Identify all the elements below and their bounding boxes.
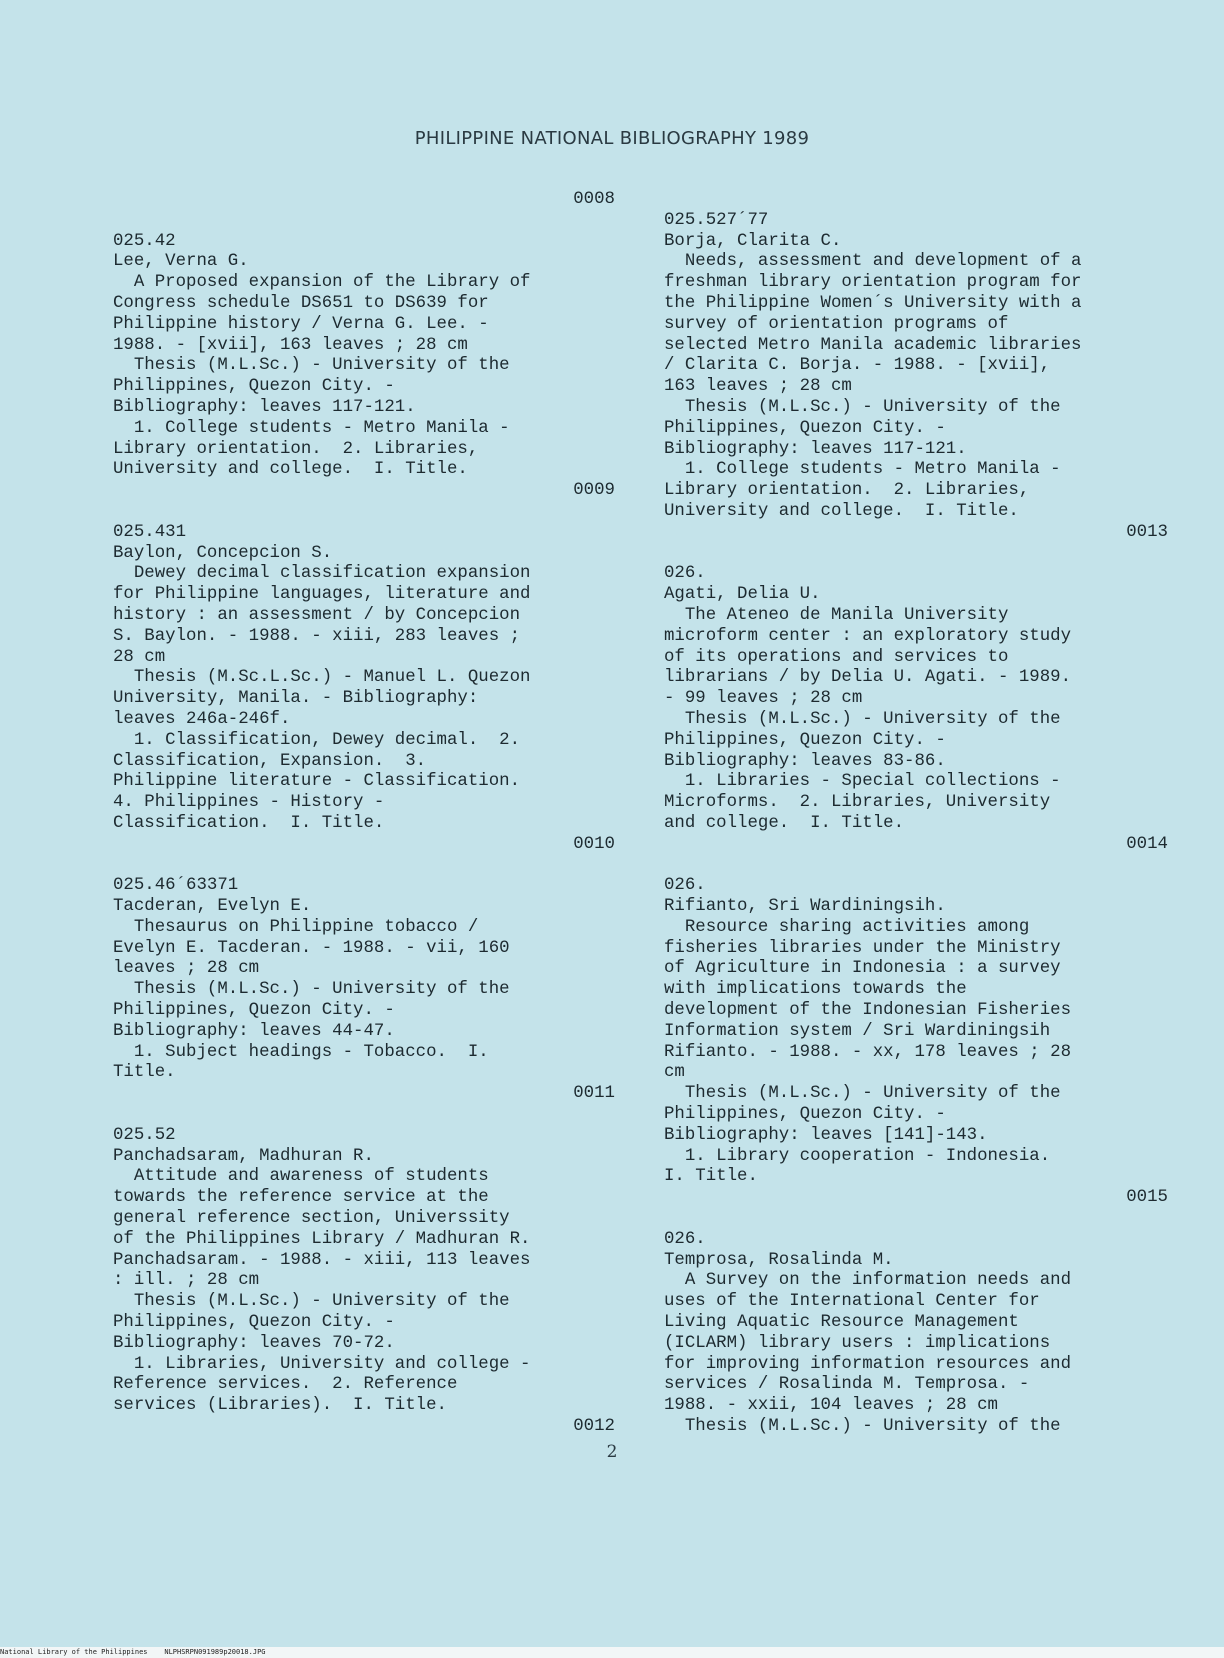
entry-line: with implications towards the <box>664 980 967 1000</box>
entry-line: 1. Library cooperation - Indonesia. <box>664 1146 1051 1166</box>
entry-line: Bibliography: leaves 83-86. <box>664 751 946 771</box>
entry-line: Thesaurus on Philippine tobacco / <box>113 917 479 937</box>
entry-gap <box>664 1209 1168 1230</box>
entry-line: Resource sharing activities among <box>664 917 1030 937</box>
entry-line: University, Manila. - Bibliography: <box>113 689 479 709</box>
call-number: 025.42 <box>113 231 176 251</box>
entry-line: for improving information resources and <box>664 1354 1072 1374</box>
entry-line: librarians / by Delia U. Agati. - 1989. <box>664 668 1072 688</box>
entry-line: general reference section, Universsity <box>113 1209 510 1229</box>
entry-line: I. Title. <box>664 1167 758 1187</box>
entry-line: 1. Subject headings - Tobacco. I. <box>113 1042 489 1062</box>
entry-line: Thesis (M.L.Sc.) - University of the <box>113 1292 510 1312</box>
left-column <box>113 190 615 1438</box>
bibliographic-entry <box>664 1230 1168 1438</box>
entry-line: for Philippine languages, literature and <box>113 585 531 605</box>
entry-line: Reference services. 2. Reference <box>113 1375 458 1395</box>
entry-line: Bibliography: leaves 70-72. <box>113 1333 395 1353</box>
entry-line: Panchadsaram. - 1988. - xiii, 113 leaves <box>113 1250 531 1270</box>
entry-line: / Clarita C. Borja. - 1988. - [xvii], <box>664 356 1051 376</box>
entry-line: of its operations and services to <box>664 647 1009 667</box>
entry-line: Classification. I. Title. <box>113 813 385 833</box>
entry-line: Philippines, Quezon City. - <box>664 1105 946 1125</box>
entry-line: 1988. - [xvii], 163 leaves ; 28 cm <box>113 335 468 355</box>
entry-gap <box>113 1105 615 1126</box>
entry-line: Philippines, Quezon City. - <box>113 377 395 397</box>
entry-line: development of the Indonesian Fisheries <box>664 1001 1072 1021</box>
entry-line: Evelyn E. Tacderan. - 1988. - vii, 160 <box>113 938 510 958</box>
call-number: 025.431 <box>113 522 187 542</box>
entry-line: and college. I. Title. <box>664 813 905 833</box>
bibliographic-entry <box>113 876 615 1084</box>
entry-line: Library orientation. 2. Libraries, <box>113 439 479 459</box>
entry-line: 1. Libraries - Special collections - <box>664 772 1061 792</box>
entry-line: Thesis (M.L.Sc.) - University of the <box>664 1417 1061 1437</box>
call-number: 026. <box>664 876 706 896</box>
entry-line: Bibliography: leaves 44-47. <box>113 1021 395 1041</box>
entry-line: The Ateneo de Manila University <box>664 605 1009 625</box>
bibliographic-entry <box>113 523 615 835</box>
entry-line: selected Metro Manila academic libraries <box>664 335 1082 355</box>
entry-line: 1. College students - Metro Manila - <box>113 418 510 438</box>
entry-line: Thesis (M.L.Sc.) - University of the <box>664 709 1061 729</box>
entry-line: 1. Classification, Dewey decimal. 2. <box>113 730 521 750</box>
entry-number: 0011 <box>573 1084 615 1104</box>
entry-line: of the Philippines Library / Madhuran R. <box>113 1229 531 1249</box>
call-number: 025.46´63371 <box>113 876 239 896</box>
entry-line: Classification, Expansion. 3. <box>113 751 427 771</box>
entry-line: Bibliography: leaves 117-121. <box>113 397 416 417</box>
entry-gap <box>113 502 615 523</box>
scan-footer: National Library of the Philippines NLPHSRPN091989p20018.JPG <box>0 1647 1224 1658</box>
entry-gap <box>113 211 615 232</box>
entry-line: Thesis (M.Sc.L.Sc.) - Manuel L. Quezon <box>113 668 531 688</box>
bibliographic-entry <box>664 211 1168 523</box>
entry-line: 1. College students - Metro Manila - <box>664 460 1061 480</box>
entry-number: 0014 <box>1126 834 1168 854</box>
entry-line: Philippine history / Verna G. Lee. - <box>113 314 489 334</box>
entry-line: Thesis (M.L.Sc.) - University of the <box>664 1084 1061 1104</box>
call-number: 026. <box>664 564 706 584</box>
entry-line: history : an assessment / by Concepcion <box>113 605 521 625</box>
entry-line: leaves 246a-246f. <box>113 709 291 729</box>
entry-line: fisheries libraries under the Ministry <box>664 938 1061 958</box>
entry-line: Microforms. 2. Libraries, University <box>664 793 1051 813</box>
entry-line: S. Baylon. - 1988. - xiii, 283 leaves ; <box>113 626 521 646</box>
entry-gap <box>113 856 615 877</box>
entry-line: Philippines, Quezon City. - <box>113 1313 395 1333</box>
entry-line: Thesis (M.L.Sc.) - University of the <box>664 397 1061 417</box>
author-heading: Borja, Clarita C. <box>664 231 842 251</box>
entry-line: Bibliography: leaves [141]-143. <box>664 1125 988 1145</box>
entry-number: 0013 <box>1126 522 1168 542</box>
entry-line: Living Aquatic Resource Management <box>664 1313 1019 1333</box>
entry-gap <box>664 856 1168 877</box>
call-number: 026. <box>664 1229 706 1249</box>
entry-line: of Agriculture in Indonesia : a survey <box>664 959 1061 979</box>
entry-line: Philippine literature - Classification. <box>113 772 521 792</box>
entry-line: 4. Philippines - History - <box>113 793 385 813</box>
entry-line: Needs, assessment and development of a <box>664 252 1082 272</box>
entry-line: the Philippine Women´s University with a <box>664 293 1082 313</box>
entry-line: 28 cm <box>113 647 166 667</box>
entry-line: freshman library orientation program for <box>664 273 1082 293</box>
entry-line: A Survey on the information needs and <box>664 1271 1072 1291</box>
call-number: 025.52 <box>113 1125 176 1145</box>
entry-line: Library orientation. 2. Libraries, <box>664 481 1030 501</box>
entry-line: Bibliography: leaves 117-121. <box>664 439 967 459</box>
entry-number: 0009 <box>573 481 615 501</box>
call-number: 025.527´77 <box>664 210 769 230</box>
entry-line: Philippines, Quezon City. - <box>113 1001 395 1021</box>
entry-gap <box>664 190 1168 211</box>
entry-line: survey of orientation programs of <box>664 314 1009 334</box>
entry-line: cm <box>664 1063 685 1083</box>
author-heading: Rifianto, Sri Wardiningsih. <box>664 897 946 917</box>
entry-number: 0010 <box>573 834 615 854</box>
entry-line: Attitude and awareness of students <box>113 1167 489 1187</box>
entry-line: Title. <box>113 1063 176 1083</box>
entry-number: 0015 <box>1126 1188 1168 1208</box>
entry-line: 1. Libraries, University and college - <box>113 1354 531 1374</box>
entry-line: - 99 leaves ; 28 cm <box>664 689 863 709</box>
author-heading: Tacderan, Evelyn E. <box>113 897 312 917</box>
author-heading: Lee, Verna G. <box>113 252 249 272</box>
entry-line: leaves ; 28 cm <box>113 959 260 979</box>
entry-line: towards the reference service at the <box>113 1188 489 1208</box>
entry-line: A Proposed expansion of the Library of <box>113 273 531 293</box>
entry-line: services (Libraries). I. Title. <box>113 1396 447 1416</box>
entry-line: University and college. I. Title. <box>113 460 468 480</box>
entry-line: : ill. ; 28 cm <box>113 1271 260 1291</box>
page-title: PHILIPPINE NATIONAL BIBLIOGRAPHY 1989 <box>414 128 810 149</box>
entry-line: Thesis (M.L.Sc.) - University of the <box>113 980 510 1000</box>
bibliographic-entry <box>113 232 615 482</box>
entry-gap <box>664 544 1168 565</box>
author-heading: Agati, Delia U. <box>664 585 821 605</box>
entry-line: 1988. - xxii, 104 leaves ; 28 cm <box>664 1396 998 1416</box>
entry-line: Dewey decimal classification expansion <box>113 564 531 584</box>
author-heading: Baylon, Concepcion S. <box>113 543 333 563</box>
entry-number: 0012 <box>573 1417 615 1437</box>
entry-line: Philippines, Quezon City. - <box>664 418 946 438</box>
entry-line: microform center : an exploratory study <box>664 626 1072 646</box>
author-heading: Panchadsaram, Madhuran R. <box>113 1146 374 1166</box>
entry-line: (ICLARM) library users : implications <box>664 1333 1051 1353</box>
entry-line: Rifianto. - 1988. - xx, 178 leaves ; 28 <box>664 1042 1072 1062</box>
bibliographic-entry <box>113 1126 615 1417</box>
right-column <box>664 190 1168 1438</box>
entry-number: 0008 <box>573 190 615 209</box>
entry-line: 163 leaves ; 28 cm <box>664 377 852 397</box>
bibliographic-entry <box>664 876 1168 1188</box>
entry-line: University and college. I. Title. <box>664 501 1019 521</box>
entry-line: services / Rosalinda M. Temprosa. - <box>664 1375 1030 1395</box>
entry-line: Congress schedule DS651 to DS639 for <box>113 293 489 313</box>
author-heading: Temprosa, Rosalinda M. <box>664 1250 894 1270</box>
page-number: 2 <box>606 1442 618 1462</box>
entry-line: Philippines, Quezon City. - <box>664 730 946 750</box>
entry-line: Information system / Sri Wardiningsih <box>664 1021 1051 1041</box>
entry-line: uses of the International Center for <box>664 1292 1040 1312</box>
bibliographic-entry <box>664 564 1168 834</box>
entry-line: Thesis (M.L.Sc.) - University of the <box>113 356 510 376</box>
